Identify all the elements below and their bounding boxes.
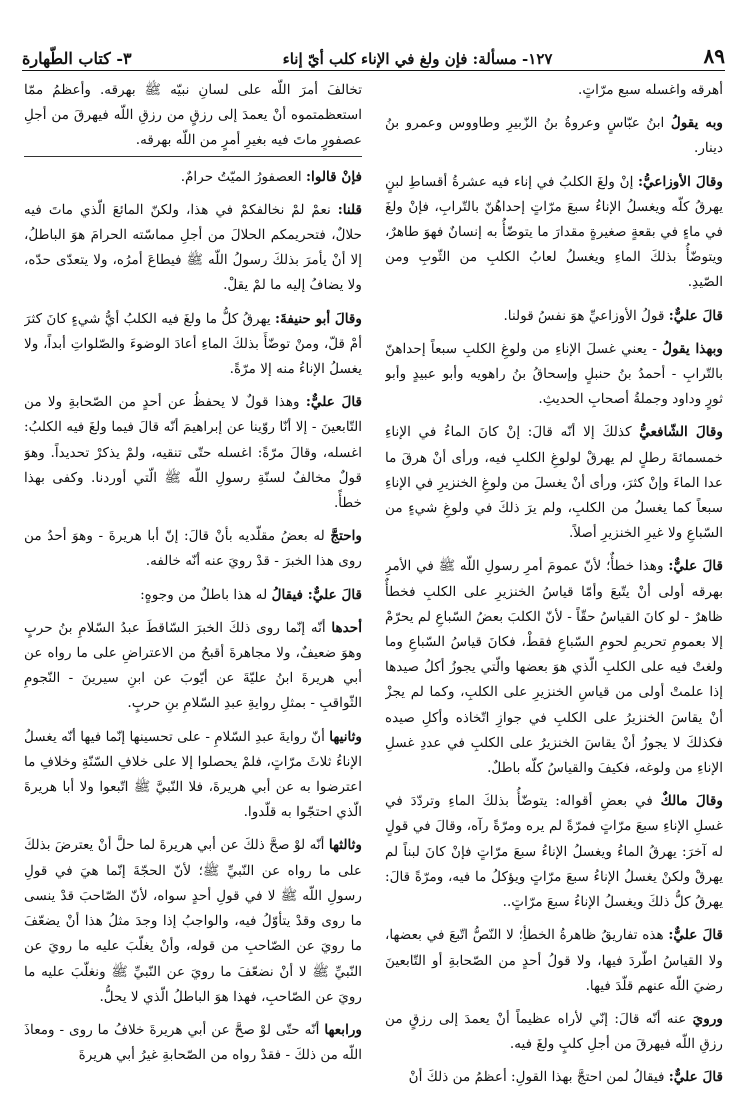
paragraph-lead: قالَ عليٌّ: [668,1069,723,1086]
paragraph-text: في بعضِ أقواله: يتوضّأُ بذلكَ الماءِ وتردّدَ في غسلِ الإناءِ سبعَ مرّاتٍ فمرّةً لم يره ومرّةً رآه، وقالَ في قولٍ له آخرَ: يهرقُ الماءُ ويغسلُ الإناءُ سبعَ مرّاتٍ فإنْ كانَ لبناً لم يهرقْ ولكنْ يغسلُ الإناءُ سبعَ مرّاتٍ ويؤكلُ ما فيه، ومرّةً قالَ: يهرقُ كلُّ ذلكَ ويغسلُ الإناءُ سبعَ مرّاتٍ.. [385,793,723,911]
paragraph-lead: ورويَ [692,1010,723,1027]
paragraph-text: له بعضُ مقلّديه بأنْ قالَ: إنّ أبا هريرةَ - وهوَ أحدُ من روى هذا الخبرَ - قدْ رويَ عنه أنّه خالفه. [24,528,362,570]
paragraph [385,78,723,103]
paragraph-text: أنّه حتّى لوْ صحَّ عن أبي هريرةَ خلافُ ما روى - ومعاذَ اللّه من ذلكَ - فقدْ رواه من الصّحابةِ غيرُ أبي هريرةَ [24,1021,362,1064]
paragraph-lead: وقالَ مالكٌ [660,793,723,810]
paragraph-lead: وقالَ أبو حنيفةَ: [275,310,362,327]
paragraph-lead: قلنا: [337,201,362,218]
paragraph-text: وهذا قولٌ لا يحفظُ عن أحدٍ من الصّحابةِ ولا من التّابعينَ - إلا أنّا روّينا عن إبراهيمَ أنّه قالَ فيما ولغَ فيه الكلبُ: اغسله، وقالَ مرّةً: اغسله حتّى تنقيه، ولمْ يذكرْ تحديداً. وهوَ قولٌ مخالفٌ لسنّةِ رسولِ اللّه ﷺ الّتي أوردنا. وكفى بهذا خطأً. [24,394,362,512]
paragraph [24,616,362,717]
paragraph [24,78,362,157]
paragraph [385,304,723,329]
paragraph-lead: وثانيها [329,728,362,745]
book-title: ٣- كتاب الطّهارة [22,49,132,68]
paragraph-lead: فإنْ قالوا: [306,168,362,185]
paragraph-text: العصفورُ الميّتُ حرامٌ. [180,168,307,185]
paragraph-text: ابنُ عبّاسٍ وعروةُ بنُ الزّبيرِ وطاووس وعمرو بنُ دينار. [385,115,723,157]
paragraph-text: أهرقه واغسله سبع مرّاتٍ. [578,82,723,98]
paragraph-text: قولُ الأوزاعيِّ هوَ نفسُ قولنا. [503,307,669,324]
paragraph-lead: وقالَ الشّافعيُّ [639,424,723,441]
left-column [24,78,362,1098]
paragraph-text: أنّه إنّما روى ذلكَ الخبرَ السّاقطَ عبدُ السّلامِ بنُ حربٍ وهوَ ضعيفٌ، ولا مجاهرةَ أقبحُ من الاعتراضِ على ما رواه عن أبي هريرةَ ابنُ عليّةَ عن أيّوبَ عن ابنِ سيرينَ - النّجومِ الثّواقبِ - بمثلِ روايةِ عبدِ السّلامِ بنِ حربٍ. [24,619,362,712]
paragraph [24,198,362,299]
paragraph [385,337,723,413]
paragraph [24,390,362,516]
paragraph-lead: وثالثها [328,837,362,854]
page-number: ٨٩ [703,44,725,68]
paragraph [24,524,362,574]
paragraph [24,307,362,383]
paragraph [385,923,723,999]
paragraph [385,111,723,161]
text-columns [24,78,723,1098]
paragraph-lead: أحدها [331,619,362,636]
paragraph-lead: وقالَ الأوزاعيُّ: [637,173,723,190]
paragraph [24,833,362,1009]
paragraph-lead: قالَ عليٌّ: [668,927,723,944]
column-gap [373,78,374,1098]
paragraph [385,554,723,781]
paragraph-lead: وبهذا يقولُ [662,340,723,357]
paragraph [385,170,723,296]
paragraph [24,583,362,608]
paragraph-text: نعمْ لمْ نخالفكمْ في هذا، ولكنّ المائعَ الّذي ماتَ فيه حلالٌ، فتحريمكم الحلالَ من أجلِ مماسّته الحرامَ هوَ الباطلُ، إلا أنْ يأمرَ بذلكَ رسولُ اللّه ﷺ فيطاعَ أمرُه، ولا يتعدّى حدّه، ولا يضافُ إليه ما لمْ يقلْ. [24,201,362,294]
paragraph-text: فيقالُ لمن احتجَّ بهذا القولِ: أعظمُ من ذلكَ أنْ [408,1069,669,1086]
right-column [385,78,723,1098]
paragraph-text: - يعني غسلَ الإناءِ من ولوغِ الكلبِ سبعاً إحداهنّ بالتّرابِ - أحمدُ بنُ حنبلٍ وإسحاقُ بنُ راهويه وأبو عبيدٍ وأبو ثورٍ وداود وجملةُ أصحابِ الحديثِ. [385,340,723,408]
paragraph-text: يهرقُ كلُّ ما ولغَ فيه الكلبُ أيُّ شيءٍ كانَ كثرَ أمْ قلّ، ومنْ توضّأَ بذلكَ الماءِ أعادَ الوضوءَ والصّلواتِ أبداً، ولا يغسلُ الإناءُ منه إلا مرّةً. [24,310,362,378]
paragraph-lead: قالَ عليٌّ: فيقالُ [271,586,362,603]
running-head: ١٢٧- مسألة: فإن ولغ في الإناء كلب أيّ إناء [282,50,553,68]
paragraph-text: تخالفَ أمرَ اللّه على لسانِ نبيّه ﷺ بهرقه. وأعظمُ ممّا استعظمتموه أنْ يعمدَ إلى رزقٍ من رزقِ اللّه فيهرقَ من أجلِ عصفورٍ ماتَ فيه بغيرِ أمرٍ من اللّه بهرقه. [24,82,362,149]
paragraph-text: وهذا خطأٌ؛ لأنّ عمومَ أمرِ رسولِ اللّه ﷺ في الأمرِ بهرقه أولى أنْ يتّبعَ وأمّا قياسُ الخنزيرِ على الكلبِ فخطأٌ ظاهرٌ - لو كانَ القياسُ حقّاً - لأنّ الكلبَ بعضُ السّباعِ لم يحرّمْ إلا بعمومِ تحريمِ لحومِ السّباعِ فقطْ، فكانَ قياسُ السّباعِ وما ولغتْ فيه على الكلبِ الّذي هوَ بعضها والّتي يجوزُ أكلُ صيدها إذا علمتْ أولى من قياسِ الخنزيرِ على الكلبِ، وكما لم يجزْ أنْ يقاسَ الخنزيرُ على الكلبِ في جوازِ اتّخاذه وأكلِ صيده فكذلكَ لا يجوزُ أنْ يقاسَ الخنزيرُ على الكلبِ في عددِ غسلِ الإناءِ من ولوغه، فكيفَ والقياسُ كلّه باطلٌ. [385,558,723,777]
paragraph [24,725,362,826]
paragraph [385,1007,723,1057]
paragraph-text: كذلكَ إلا أنّه قالَ: إنْ كانَ الماءُ في الإناءِ خمسمائةَ رطلٍ لم يهرقْ لولوغِ الكلبِ فيه، ورأى أنْ هرقَ ما عدا الماءَ وإنْ كثرَ، ورأى أنْ يغسلَ من ولوغِ الخنزيرِ في الإناءِ سبعاً كما يغسلُ من الكلبِ، ولم يرَ ذلكَ في ولوغِ شيءٍ من السّباعِ ولا غيرِ الخنزيرِ أصلاً. [385,424,723,542]
paragraph [385,420,723,546]
paragraph-lead: ورابعها [324,1021,362,1038]
paragraph-text: عنه أنّه قالَ: إنّي لأراه عظيماً أنْ يعمدَ إلى رزقٍ من رزقِ اللّه فيهرقَ من أجلِ كلبٍ ولغَ فيه. [385,1010,723,1053]
paragraph [24,165,362,190]
paragraph-lead: قالَ عليٌّ: [668,558,723,575]
paragraph-text: أنّه لوْ صحَّ ذلكَ عن أبي هريرةَ لما حلَّ أنْ يعترضَ بذلكَ على ما رواه عن النّبيِّ ﷺ؛ لأنّ الحجّةَ إنّما هيَ في قولِ رسولِ اللّه ﷺ لا في قولِ أحدٍ سواه، لأنّ الصّاحبَ قدْ ينسى ما روى وقدْ يتأوّلُ فيه، والواجبُ إذا وجدَ مثلُ هذا أنْ يضعّفَ ما رويَ عن الصّاحبِ من قوله، وأنْ يغلّبَ عليه ما رويَ عن النّبيِّ ﷺ لا أنْ نضعّفَ ما رويَ عن النّبيِّ ﷺ ونغلّبَ عليه ما رويَ عن الصّاحبِ، فهذا هوَ الباطلُ الّذي لا يحلُّ. [24,837,362,1005]
paragraph-lead: قالَ عليٌّ: [305,394,362,411]
paragraph-text: أنّ روايةَ عبدِ السّلامِ - على تحسينها إنّما فيها أنّه يغسلُ الإناءُ ثلاثَ مرّاتٍ، فلمْ يحصلوا إلا على خلافِ السّنّةِ وخلافِ ما اعترضوا به عن أبي هريرةَ، فلا النّبيَّ ﷺ اتّبعوا ولا أبا هريرةَ الّذي احتجّوا به قلّدوا. [24,728,362,821]
paragraph-lead: واحتجَّ [330,528,362,545]
paragraph [385,1065,723,1090]
paragraph-text: هذه تفاريقُ ظاهرةُ الخطأِ؛ لا النّصُّ اتّبعَ في بعضها، ولا القياسُ اطّردَ فيها، ولا قولُ أحدٍ من الصّحابةِ أو التّابعينَ رضيَ اللّه عنهم قلّدَ فيها. [385,927,723,994]
paragraph-lead: قالَ عليٌّ: [668,307,723,324]
paragraph-text: إنْ ولغَ الكلبُ في إناء فيه عشرةُ أقساطِ لبنٍ يهرقُ كلّه ويغسلُ الإناءُ سبعَ مرّاتٍ إحداهُنّ بالتّرابِ، فإنْ ولغَ في ماءٍ في بقعةٍ صغيرةٍ مقدارَ ما يتوضّأُ به إنسانٌ فهوَ طاهرٌ، ويتوضّأُ بذلكَ الماءِ ويغسلُ لعابُ الكلبِ من الثّوبِ ومن الصّيدِ. [385,173,723,291]
paragraph [24,1018,362,1068]
paragraph [385,789,723,915]
paragraph-text: له هذا باطلٌ من وجوهٍ: [140,586,272,603]
page-header [22,38,725,71]
paragraph-lead: وبه يقولُ [670,115,723,132]
